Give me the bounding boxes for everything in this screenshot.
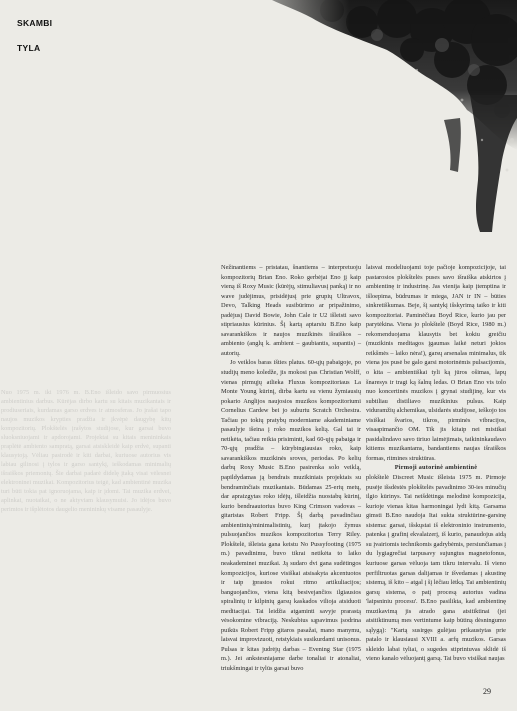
page-number: 29 — [483, 687, 491, 696]
paragraph: Nežinantiems – pristatau, šnantiems – interpretuoju kompozitorių Brian Eno. Roko gerbėjai Eno jį kaip vieną iš Roxy Music (kūrėjų, stimuliavusį panką) ir no wave judėjimus, prisidėjusį prie grupių Ultravox, Devo, Talking Heads susibūrimo ar pripažinimo, padėjusį David Bowie, John Cale ir U2 išleisti savo stipriausius kūrinius. Šį kartą aptarsiu B.Eno kaip savarankiškos ir naujos muzikinės išraiškos – ambiento (anglų k. ambient – gaubiantis, supantis) – autorių. — [221, 264, 361, 357]
header-photo — [212, 0, 517, 245]
paragraph: laisvai modeliuojami toje pačioje kompozicijoje, tai pastarosios plokštelės puses savo išraiška atskirtos į ambientinę ir industrinę. Jas vienija kaip įtemptina ir išloepima, būdrumas ir miega, JAN ir IN – būties sinkretiškumas. Beje, šį santykį išskyrimą taiko ir kiti kompozitoriai. Paminėčiau Boyd Rice, kurio jau per parytėkina. Viena jo plokštelė (Boyd Rice, 1980 m.) rekomenduojama klausytis bet kokiu greičiu (muzikinis meditagos įgaumas laikė neturi jokios reikšmės – laiko nėra!), garsų arsenalas minimalus, tik viena jos pusė be galo garsi motorinėmis pulsacijomis, o kita – ambientiškai tyli ką jūros ošimas, lapų šnaresys ir tragi ką šalnų ledas. O Brian Eno vis tolo nuo koncertinės muzikos į grynai studijinę, kur vis subtiliau distiliavo muzikinius pulsus. Kaip viduramžių alchemikas, ulsidarės studijose, ieškojo tos visiškai švarios, tikros, pirminės vibracijos, visaapimančio OM. Tik jis kitaip nei mistikai pasidalindavo savo tiriuo laimėjimais, taikininkaudavo kitiems muzikantams, bandantiems naujas išraiškos formas, ritmines struktūras. — [366, 264, 506, 462]
paragraph: Jo veiklos baras išties platus. 60-ųjų pabaigoje, po studijų meno koledže, jis mokosi pas Christian Wolff, vienas pirmųjų atlieka Fluxus kompozitoriaus La Monte Young kūrinį, dirba kartu su vienu žymiausių pokario Anglijos naujosios muzikos kompozitoriumi Cornelius Cardew bei jo suburtu Scratch Orchestra. Tačiau po tokių pratybų moderniame akademiniame pasaulyje išeina į roko muzikos kelią. Gal tai ir netikėta, tačiau reikia prisiminti, kad 60-ųjų pabaiga ir 70-ųjų pradžia – kūrybingiausias roko, kaip savarankiškos muzikinės sroves, periodas. Po kelių darbų Roxy Music B.Eno pasirenka solo veiklą, papildydamas ją bendrais muzikiniais projektais su bendraminčiais muzikantais. Būdamas 25-erių metų, dar apraizgytas roko idėjų, išleidžia nuostabų kūrinį, kurio bendraautorius buvo King Crimson vadovas – gitaristas Robert Fripp. Šį darbą pavadinčiau ambientinių/minimalistinių, kurį įtakojo žymus pulsuojančios muzikos kompozitorius Terry Riley. Plokštelė, išleista gana keistu No Pussyfooting (1975 m.) pavadinimu, buvo tikrai netikėta to laiko neakademinei muzikai. Ją sudaro dvi gana sudėtingos kompozicijos, kuriose visiškai atsisakyta akcentuotos ir taip įprastos rokui ritmo artikuliacijos; banguojančios, viena kitą besivejančios ilgiausios spiralinių ir kilpinių garsų kaskados vilioja atsiduoti meditacijai. Tai leidžia atgaminti savyje prarastą vėsokomine vibraciją. Neskubius sąpavimus įsodrina puikūs Robert Fripp gitaros pasažai, mano manymu, laisvai improvizuoti, retstykiais susikurdami unisonus. Pulsas ir kitas judrėjų darbas – Evening Star (1975 m.). Jei ankstesniajame darbe tonaliai ir atonaliai, triukšmingai ir tylūs garsai buvo — [221, 359, 361, 672]
article-column-2 — [366, 263, 506, 664]
faded-sidebar-text: Nuo 1975 m. iki 1976 m. B.Eno išleido savo pirmuosius ambientinius darbus. Kūrėjas dirbo kartu su kitais muzikantais ir prodiuseriais, kurdamas garso erdves ir atmosferas. Jo įrašai tapo naujos muzikos krypties pradžia ir įkvėpė daugybę kitų kompozitorių. Plokštelės įrašytos studijose, kur garsai buvo sluoksniuojami ir apdorojami. Projektai su kitais menininkais praplėtė ambiento sampratą, garsai atsiskleidė kaip erdvė, supanti klausytoją. Vėliau pasirodė ir kiti darbai, kuriuose autorius vis labiau gilinosi į tylos ir garso santykį, ieškodamas minimalių išraiškos priemonių. Šie darbai padarė didelę įtaką visai vėlesnei elektroninei muzikai. Kompozitorius teigė, kad ambientinė muzika turi būti tokia pat ignoruojama, kaip ir įdomi. Tai muzika erdvei, aplinkai, nuotaikai, o ne aktyviam klausymuisi. Jo idėjos buvo perimtos ir išplėtotos daugelio menininkų visame pasaulyje. — [1, 389, 171, 513]
photo-image — [212, 0, 517, 245]
subsection-title: TYLA — [17, 43, 41, 53]
subheading: Pirmoji autorinė ambientinė — [394, 464, 478, 472]
article-column-1 — [221, 263, 361, 674]
section-title: SKAMBI — [17, 18, 53, 28]
paragraph: plokštelė Discreet Music išleista 1975 m. Pirmoje pusėje išsdėstės plokštelės pavadinimo 30-ies minučių ilgio kūrinys. Tai neišdėtinga melodinė kompozicija, kurioje vienas kitas harmoningai lydi kitą. Garsama gimsti B.Eno naudoja Itai sukta struktūrine-garsinę sistema: garsai, išskųstai iš elektroninio instrumento, patenka į grafinį ekvalaizerį, iš kurio, panaudojus aidą su įvairiomis technikomis gadrybėmis, persiunčiamas į du lygiagrečiai tarpusavy sujungtus magnetofonus, kuriuose garsas vėluoja tam tikru intervalu. Iš vieno perfiltruotas garsas dalijamas ir išvedamas į akustinę sistemą, iš kito – atgal į šį lėčiau lėtką. Tai ambientinių garsų sistema, o patį procesą autorius vadina 'laipsniniu procesu'. B.Eno pasilikta, kad ambientinę muzikavimą jis atrado gana atsitiktinai (jei atsitiktinumą mes vertintume kaip būtiną dėsningumo sąlygą): "Kartą susirgęs gulėjau prikaustytas prie patalo ir klausiausi XVIII a. arfų muzikos. Garsas skleido labai tyliai, o sugedes stiprintuvas sklidė iš vieno kanalo vėluojantį garsą. Tai buvo visiškai naujas — [366, 474, 506, 663]
